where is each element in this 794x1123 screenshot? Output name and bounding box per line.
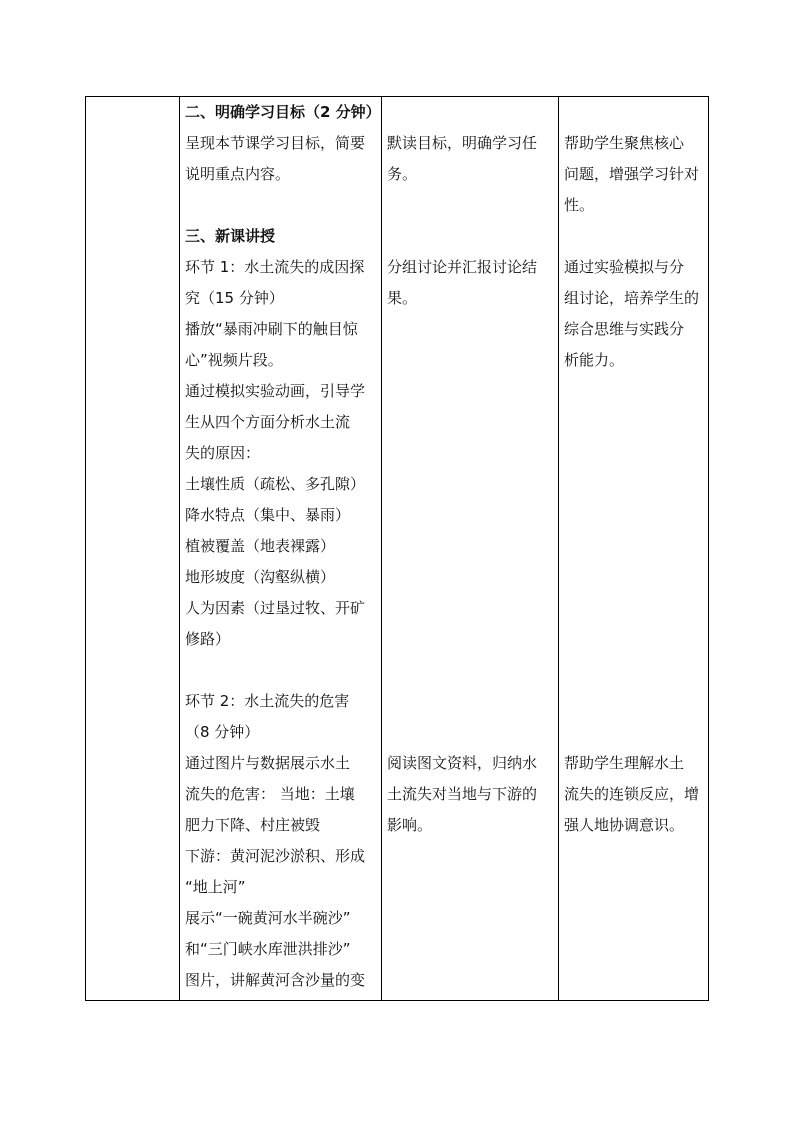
blank-line <box>185 190 376 221</box>
blank-line <box>387 686 553 717</box>
blank-line <box>564 221 703 252</box>
link-2-line: 环节 2：水土流失的危害 <box>185 692 350 710</box>
design-intent-column <box>559 97 708 1000</box>
blank-line <box>387 500 553 531</box>
intent-item-1-line: 问题，增强学习针对 <box>564 165 700 183</box>
blank-line <box>564 438 703 469</box>
blank-line <box>387 407 553 438</box>
student-item-2-line: 果。 <box>387 289 418 307</box>
student-item-3-line: 阅读图文资料，归纳水 <box>387 754 538 772</box>
link-1-line: 修路） <box>185 630 231 648</box>
link-1-line: 植被覆盖（地表裸露） <box>185 537 336 555</box>
blank-line <box>387 314 553 345</box>
blank-line <box>564 593 703 624</box>
blank-line <box>387 624 553 655</box>
link-1-line: 播放“暴雨冲刷下的触目惊 <box>185 320 358 338</box>
section-2-line: 呈现本节课学习目标，简要 <box>185 134 366 152</box>
link-1-line: 土壤性质（疏松、多孔隙） <box>185 475 366 493</box>
intent-item-2-line: 综合思维与实践分 <box>564 320 685 338</box>
blank-line <box>387 97 553 128</box>
intent-item-3-line: 帮助学生理解水土 <box>564 754 685 772</box>
link-2-line: 通过图片与数据展示水土 <box>185 754 351 772</box>
section-3-title: 三、新课讲授 <box>185 227 276 245</box>
student-activity-column <box>382 97 558 1000</box>
intent-item-1-line: 帮助学生聚焦核心 <box>564 134 685 152</box>
link-1-line: 心”视频片段。 <box>185 351 283 369</box>
link-2-line: 肥力下降、村庄被毁 <box>185 816 321 834</box>
link-1-line: 人为因素（过垦过牧、开矿 <box>185 599 366 617</box>
blank-line <box>564 717 703 748</box>
student-item-1-line: 务。 <box>387 165 418 183</box>
link-2-line: （8 分钟） <box>185 723 260 741</box>
blank-line <box>564 469 703 500</box>
blank-line <box>564 655 703 686</box>
blank-line <box>387 438 553 469</box>
blank-line <box>564 686 703 717</box>
link-2-line: 下游：黄河泥沙淤积、形成 <box>185 847 366 865</box>
student-item-3-line: 影响。 <box>387 816 433 834</box>
blank-line <box>387 190 553 221</box>
blank-line <box>387 562 553 593</box>
blank-line <box>564 500 703 531</box>
link-2-line: “地上河” <box>185 878 246 896</box>
link-1-line: 失的原因： <box>185 444 261 462</box>
phase-column <box>86 97 179 1000</box>
link-2-line: 和“三门峡水库泄洪排沙” <box>185 940 351 958</box>
blank-line <box>564 407 703 438</box>
link-1-line: 降水特点（集中、暴雨） <box>185 506 351 524</box>
link-2-line: 流失的危害： 当地：土壤 <box>185 785 355 803</box>
blank-line <box>564 531 703 562</box>
blank-line <box>387 345 553 376</box>
blank-line <box>185 655 376 686</box>
blank-line <box>387 717 553 748</box>
intent-item-3-line: 流失的连锁反应，增 <box>564 785 700 803</box>
lesson-plan-table <box>85 96 709 1001</box>
blank-line <box>387 221 553 252</box>
student-item-1-line: 默读目标，明确学习任 <box>387 134 538 152</box>
teacher-activity-column <box>180 97 381 1000</box>
link-1-line: 究（15 分钟） <box>185 289 284 307</box>
blank-line <box>564 562 703 593</box>
link-2-line: 图片，讲解黄河含沙量的变 <box>185 971 366 989</box>
blank-line <box>564 624 703 655</box>
link-1-line: 环节 1：水土流失的成因探 <box>185 258 365 276</box>
intent-item-1-line: 性。 <box>564 196 595 214</box>
blank-line <box>564 376 703 407</box>
intent-item-2-line: 通过实验模拟与分 <box>564 258 685 276</box>
blank-line <box>387 469 553 500</box>
blank-line <box>564 97 703 128</box>
section-2-title: 二、明确学习目标（2 分钟） <box>185 103 381 121</box>
section-2-line: 说明重点内容。 <box>185 165 291 183</box>
link-1-line: 地形坡度（沟壑纵横） <box>185 568 336 586</box>
intent-item-2-line: 析能力。 <box>564 351 625 369</box>
link-1-line: 生从四个方面分析水土流 <box>185 413 351 431</box>
student-item-2-line: 分组讨论并汇报讨论结 <box>387 258 538 276</box>
blank-line <box>387 376 553 407</box>
link-1-line: 通过模拟实验动画，引导学 <box>185 382 366 400</box>
intent-item-2-line: 组讨论，培养学生的 <box>564 289 700 307</box>
blank-line <box>387 531 553 562</box>
student-item-3-line: 土流失对当地与下游的 <box>387 785 538 803</box>
intent-item-3-line: 强人地协调意识。 <box>564 816 685 834</box>
blank-line <box>387 593 553 624</box>
blank-line <box>387 655 553 686</box>
link-2-line: 展示“一碗黄河水半碗沙” <box>185 909 351 927</box>
